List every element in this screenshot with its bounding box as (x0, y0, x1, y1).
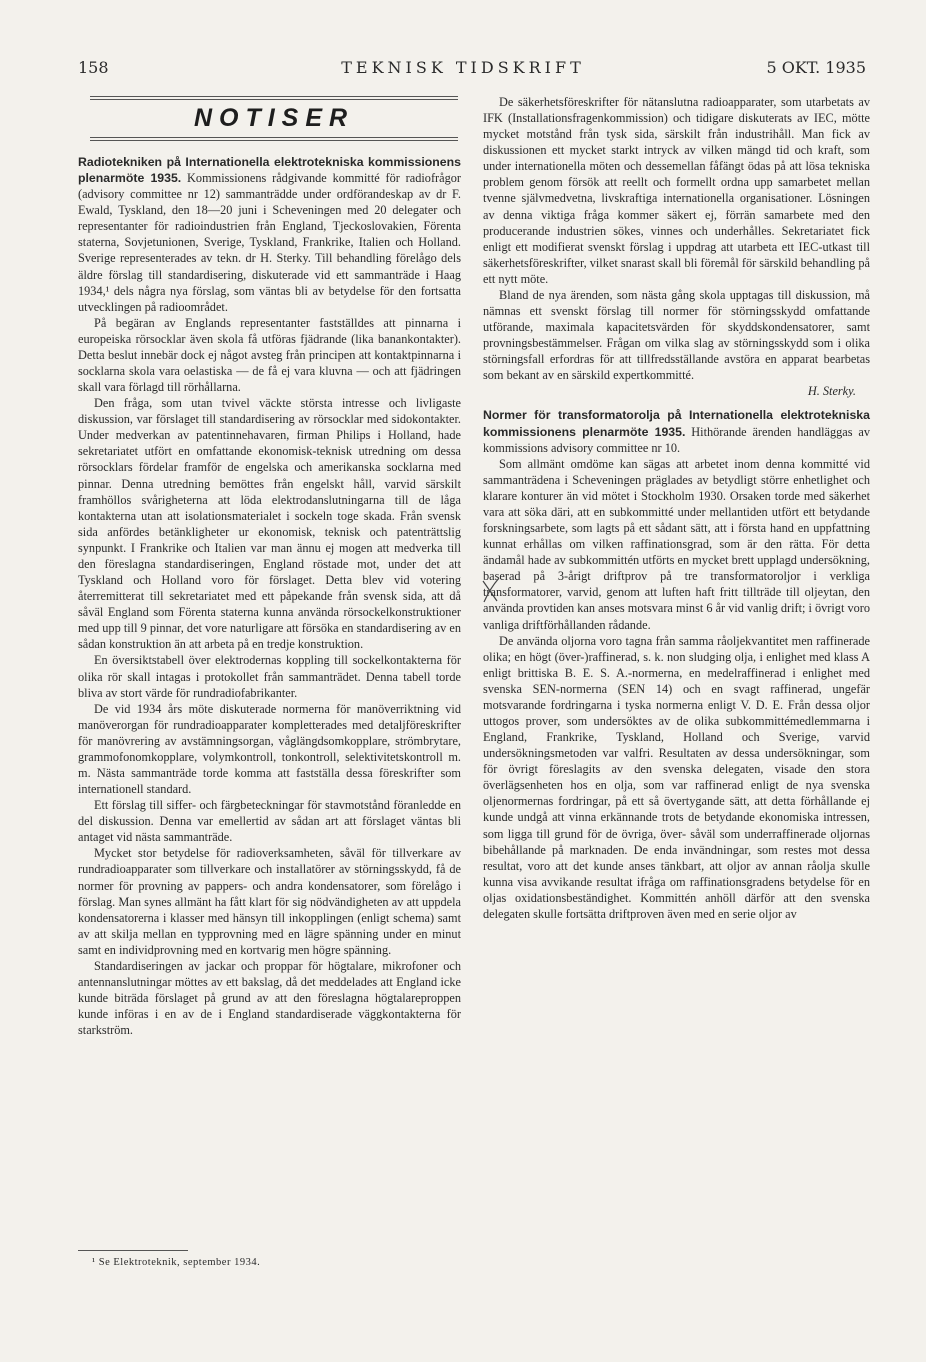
title-rule-bottom-2 (90, 140, 458, 141)
article1-paragraph: Bland de nya ärenden, som nästa gång skola upptagas till diskussion, må nämnas ett svenskt förslag till normer för störningsskydd omfattande utförande, maximala kapacitetsvärden för skyddskondensatorer, samt provningsbestämmelser. Frågan om vilka slag av störningsskydd som i olika störningsfall erfordras för att tillfredsställande avstöra en apparat bearbetas som bekant av en särskild expertkommitté. (483, 287, 870, 383)
section-title: NOTISER (193, 104, 355, 132)
article2-paragraph: De använda oljorna voro tagna från samma råoljekvantitet men raffinerade olika; en högt (över-)raffinerad, s. k. non sludging olja, i enlighet med klass A enligt brittiska B. E. S. A.-normerna, en medelraffinerad i enlighet med svenska SEN-normerna (SEN 14) och en svagt raffinerad, ungefär motsvarande fordringarna i tyska normerna enligt V. D. E. Från dessa oljor uttogos prover, som undersöktes av de olika subkommittémedlemmarna i England, Frankrike, Tyskland, Holland och Sverige, varvid undersökningsmetoden var valfri. Resultaten av dessa undersökningar, som för övrigt föreslagits av den svenska delegaten, visade den stora överlägsenheten hos en olja, som var raffinerad enligt de nya svenska oljenormernas fordringar, på ett så övertygande sätt, att detta förhållande ej kunde undgå att vinna erkännande trots de betydande ekonomiska intressen, som ligga till grund för de övriga, över- såväl som underraffinerade oljornas bibehållande på marknaden. De enda invändningar, som restes mot dessa resultat, voro att det kunde anses tänkbart, att oljor av annan råolja skulle kunna visa avvikande resultat ifråga om raffinationsgradens betydelse för en oljas oxidationsbeständighet. Kommittén anhöll därför att den svenska delegaten skulle fortsätta driftproven även med en serie oljor av (483, 633, 870, 921)
article1-paragraph: Kommissionens rådgivande kommitté för radiofrågor (advisory committee nr 12) sammanträdde under ordförandeskap av dr F. Ewald, Tyskland, den 18—20 juni i Scheveningen med 20 delegater och representanter för radioindustrien från England, Tjeckoslovakien, Förenta staterna, Sovjetunionen, Sverige, Tyskland, Frankrike, Italien och Holland. Sverige representerades av tekn. dr H. Sterky. Till behandling förelågo dels äldre förslag till standardisering, diskuterade vid ett sammanträde i Haag 1934,¹ dels några nya förslag, som väntas bli av betydelse för den fortsatta utvecklingen på radioområdet. (78, 171, 461, 314)
article1-paragraph: De säkerhetsföreskrifter för nätanslutna radioapparater, som utarbetats av IFK (Installationsfragenkommission) och tidigare diskuterats av IEC, mötte mycket motstånd från tysk sida, särskilt från industrihåll. Man fick av diskussionen ett mycket starkt intryck av vilken mängd tid och kraft, som under internationella möten och dessemellan fåfängt ödas på att lösa tekniska problem genom försök att reellt och formellt ordna upp samarbetet mellan tvenne självmedvetna, livskraftiga internationella organisationer. Lösningen av denna viktiga fråga kommer säkert ej, förrän samarbete med den producerande industrien sökes, vinnes och underhålles. Sekretariatet fick enligt ett modifierat svenskt förslag i uppdrag att utarbeta ett IEC-utkast till säkerhetsföreskrifter, vilket snarast skall bli föremål för särskild behandling på ett nytt möte. (483, 95, 870, 286)
footnote-rule (78, 1250, 188, 1251)
title-rule-top-2 (90, 99, 458, 100)
pencil-check-mark-icon (479, 575, 503, 605)
footnote: ¹ Se Elektroteknik, september 1934. (92, 1257, 261, 1268)
right-column (483, 94, 870, 922)
article1-paragraph: Standardiseringen av jackar och proppar för högtalare, mikrofoner och antennanslutningar möttes av ett bakslag, då det meddelades att England icke kunde biträda förslaget på grund av att den föreslagna högtalareproppen kunde införas i en av de i England standardiserade väggkontakterna för starkström. (78, 958, 461, 1038)
title-rule-bottom (90, 137, 458, 138)
article1-paragraph: Mycket stor betydelse för radioverksamheten, såväl för tillverkare av rundradioapparater som tillverkare och installatörer av störningsskydd, få de normer för provning av pappers- och andra kondensatorer, som förelågo i förslag. Man synes allmänt ha fått klart för sig nödvändigheten av att uppdela kondensatorerna i klasser med hänsyn till inkopplingen (enligt schema) samt av att skilja mellan en typprovning med en lägre spänning under en minut samt en individprovning med en kortvarig men högre spänning. (78, 846, 461, 957)
issue-date: 5 OKT. 1935 (766, 58, 866, 77)
article2-title: Normer för transformatorolja på Internationella elektrotekniska kommissionens plenarmöte 1935. (483, 408, 870, 439)
left-column (78, 154, 461, 1038)
article1-paragraph: På begäran av Englands representanter fastställdes att pinnarna i europeiska rörsocklar även skola få utföras fjädrande (lika banankontakter). Detta beslut innebär dock ej något avsteg från principen att kontaktpinnarna i socklarna skola vara oelastiska — de få ej vara kluvna — och att fjädringen skall vara förlagd till rörhållarna. (78, 315, 461, 395)
article1-signature: H. Sterky. (807, 384, 856, 399)
page-header (0, 58, 926, 84)
title-rule-top (90, 96, 458, 97)
article1-paragraph: Den fråga, som utan tvivel väckte största intresse och livligaste diskussion, var förslaget till standardisering av rörsocklar med sidokontakter. Under medverkan av patentinnehavaren, firman Philips i Holland, hade sekretariatet utfört en omfattande ekonomisk-teknisk utredning om dessa rörsocklars fördelar framför de engelska och amerikanska socklarna med pinnar. Denna utredning bemöttes från engelskt håll, varvid särskilt framhöllos svårigheterna att löda elektrodanslutningarna till de låga kontakterna utan att isolationsmaterialet i sockeln toge skada. Från svensk sida anfördes betänkligheter ur ekonomisk, teknisk och patenträttslig synpunkt. I Frankrike och Italien var man ännu ej mogen att medverka till den föreslagna standardiseringen, England röstade mot, under det att Tyskland och Holland voro för förslaget. Detta blev vid votering återremitterat till sekretariatet med ett påpekande från svensk sida, att då såväl England som Förenta staterna kunna använda rörsockelkonstruktioner med upp till 9 pinnar, det vore naturligare att försöka en standardisering av en sådan konstruktion än att arbeta på en tredje konstruktion. (78, 396, 461, 652)
article1-paragraph: Ett förslag till siffer- och färgbeteckningar för stavmotstånd föranledde en del diskussion. Denna var emellertid av sådan art att förslaget väntas bli antaget vid nästa sammanträde. (78, 798, 461, 845)
article2-paragraph: Hithörande ärenden handläggas av kommissions advisory committee nr 10. (483, 424, 870, 455)
article1-paragraph: De vid 1934 års möte diskuterade normerna för manöverriktning vid manöverorgan för rundradioapparater kompletterades med detaljföreskrifter för manövrering av avstämningsorgan, våglängdsomkopplare, strömbrytare, grammofonomkopplare, volymkontroll, tonkontroll, selektivitetskontroll m. m. Nästa sammanträde torde komma att fastställa dessa föreskrifter som internationell standard. (78, 701, 461, 797)
article1-title: Radiotekniken på Internationella elektrotekniska kommissionens plenarmöte 1935. (78, 155, 461, 186)
article2-paragraph: Som allmänt omdöme kan sägas att arbetet inom denna kommitté vid sammanträdena i Scheveningen präglades av betydligt större enhetlighet och klarare konturer än vid mötet i Stockholm 1930. Orsaken torde med säkerhet vara att söka däri, att en subkommitté under mellantiden utfört ett betydande forskningsarbete, som lagts på ett sådant sätt, att i första hand en uppfattning kunnat erhållas om vilken raffinationsgrad, som är den rätta. För detta ändamål hade av subkommittén utförts en mycket brett upplagd undersökning, baserad på 3-årigt driftprov på tre transformatoroljor i verkliga transformatorer, varvid, genom att luften haft fritt tillträde till oljeytan, den använda provtiden kan anses motsvara minst 6 år vid vanlig drift; i övrigt voro vanliga driftförhållanden rådande. (483, 456, 870, 632)
page-number: 158 (78, 58, 109, 77)
article1-paragraph: En översiktstabell över elektrodernas koppling till sockelkontakterna för olika rör skall intagas i protokollet från sammanträdet. Denna tabell torde bliva av stort värde för rundradiofabrikanter. (78, 653, 461, 700)
journal-title: TEKNISK TIDSKRIFT (341, 58, 585, 77)
